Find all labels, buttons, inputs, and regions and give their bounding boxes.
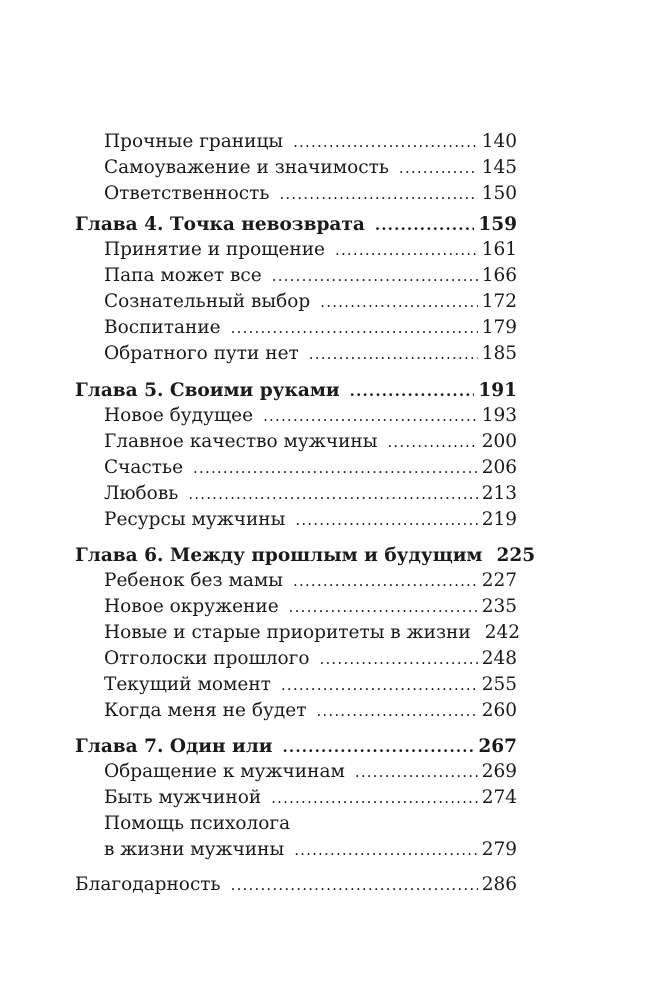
toc-entry[interactable] [104,568,517,594]
toc-leader-dots [271,785,478,811]
toc-leader-dots [282,734,474,760]
toc-entry[interactable] [104,481,517,507]
toc-entry-page: 219 [481,509,517,530]
toc-chapter-page: 267 [478,736,517,757]
toc-chapter-entry[interactable] [75,378,517,404]
toc-entry-title: Благодарность [75,874,221,895]
toc-leader-dots [272,263,478,289]
toc-entry[interactable] [104,785,517,811]
toc-chapter-page: 159 [478,214,517,235]
toc-leader-dots [309,341,478,367]
toc-chapter-title: Глава 6. Между прошлым и будущим [75,545,483,566]
toc-entry[interactable] [104,594,517,620]
toc-entry-title: Воспитание [104,317,221,338]
toc-entry-page: 161 [481,239,517,260]
toc-entry[interactable] [104,507,517,533]
toc-entry[interactable] [104,698,517,724]
toc-leader-dots [375,212,475,238]
toc-leader-dots [231,872,478,898]
toc-entry-page: 193 [481,405,517,426]
toc-entry[interactable] [104,315,517,341]
toc-leader-dots [320,289,477,315]
toc-entry[interactable] [104,672,517,698]
toc-chapter-entry[interactable] [75,734,517,760]
toc-entry-page: 279 [481,839,517,860]
toc-entry-title-first-line[interactable]: Помощь психолога [104,813,291,834]
toc-entry-title: Обращение к мужчинам [104,761,345,782]
toc-entry[interactable] [104,455,517,481]
toc-entry-page: 248 [481,648,517,669]
toc-entry[interactable] [104,155,517,181]
toc-entry[interactable] [104,429,517,455]
toc-entry-title: Ребенок без мамы [104,570,283,591]
toc-entry-page: 185 [481,343,517,364]
toc-entry[interactable] [104,646,517,672]
toc-entry-page: 213 [481,483,517,504]
toc-leader-dots [279,181,477,207]
toc-leader-dots [193,455,478,481]
toc-chapter-page: 191 [478,380,517,401]
toc-entry-page: 255 [481,674,517,695]
toc-leader-dots [350,378,475,404]
toc-entry[interactable] [104,181,517,207]
toc-entry-page: 166 [481,265,517,286]
toc-chapter-entry[interactable] [75,543,536,569]
toc-chapter-page: 225 [496,545,536,566]
toc-entry-page: 150 [481,183,517,204]
toc-leader-dots [355,759,478,785]
toc-entry-title: Новое окружение [104,596,279,617]
toc-entry-title: Принятие и прощение [104,239,325,260]
toc-entry-title: Новое будущее [104,405,254,426]
toc-leader-dots [335,237,478,263]
toc-entry-page: 200 [481,431,517,452]
toc-entry-title: Новые и старые приоритеты в жизни [104,622,471,643]
toc-entry[interactable] [104,341,517,367]
toc-leader-dots [316,698,477,724]
toc-leader-dots [399,155,478,181]
toc-entry-title: Самоуважение и значимость [104,157,389,178]
toc-entry-page: 179 [481,317,517,338]
toc-leader-dots [289,594,478,620]
toc-entry-title: Обратного пути нет [104,343,299,364]
toc-entry-page: 286 [481,874,517,895]
toc-entry-title: Быть мужчиной [104,787,262,808]
toc-entry-page: 242 [484,622,521,643]
toc-entry-page: 206 [481,457,517,478]
toc-entry-title: Ресурсы мужчины [104,509,286,530]
toc-entry-page: 260 [481,700,517,721]
toc-entry[interactable] [104,263,517,289]
toc-entry-title: Любовь [104,483,179,504]
toc-entry-title: Прочные границы [104,131,284,152]
toc-entry[interactable] [104,620,521,646]
toc-entry-page: 172 [481,291,517,312]
toc-entry[interactable] [104,237,517,263]
toc-entry-page: 145 [481,157,517,178]
toc-entry-title: Текущий момент [104,674,271,695]
toc-entry-title: в жизни мужчины [104,839,285,860]
toc-entry-title: Главное качество мужчины [104,431,378,452]
toc-leader-dots [387,429,477,455]
toc-entry-title: Папа может все [104,265,262,286]
toc-chapter-title: Глава 4. Точка невозврата [75,214,365,235]
toc-entry[interactable] [104,837,517,863]
toc-entry-title: Когда меня не будет [104,700,307,721]
toc-entry-title: Сознательный выбор [104,291,311,312]
toc-entry[interactable] [104,759,517,785]
toc-leader-dots [293,129,478,155]
toc-entry[interactable] [104,289,517,315]
toc-entry[interactable] [104,129,517,155]
toc-entry[interactable] [104,403,517,429]
toc-leader-dots [293,568,478,594]
toc-entry-page: 274 [481,787,517,808]
toc-entry-page: 140 [481,131,517,152]
toc-chapter-title: Глава 5. Своими руками [75,380,340,401]
toc-leader-dots [295,507,477,533]
toc-leader-dots [263,403,478,429]
toc-entry-page: 235 [481,596,517,617]
toc-entry-acknowledgements[interactable] [75,872,517,898]
toc-entry-page: 269 [481,761,517,782]
toc-leader-dots [320,646,478,672]
toc-entry-title: Счастье [104,457,184,478]
toc-chapter-title: Глава 7. Один или [75,736,273,757]
toc-chapter-entry[interactable] [75,212,517,238]
toc-leader-dots [281,672,478,698]
toc-leader-dots [231,315,478,341]
toc-entry-title: Отголоски прошлого [104,648,310,669]
toc-entry-title: Ответственность [104,183,270,204]
toc-leader-dots [294,837,478,863]
toc-leader-dots [188,481,477,507]
toc-entry-page: 227 [481,570,517,591]
